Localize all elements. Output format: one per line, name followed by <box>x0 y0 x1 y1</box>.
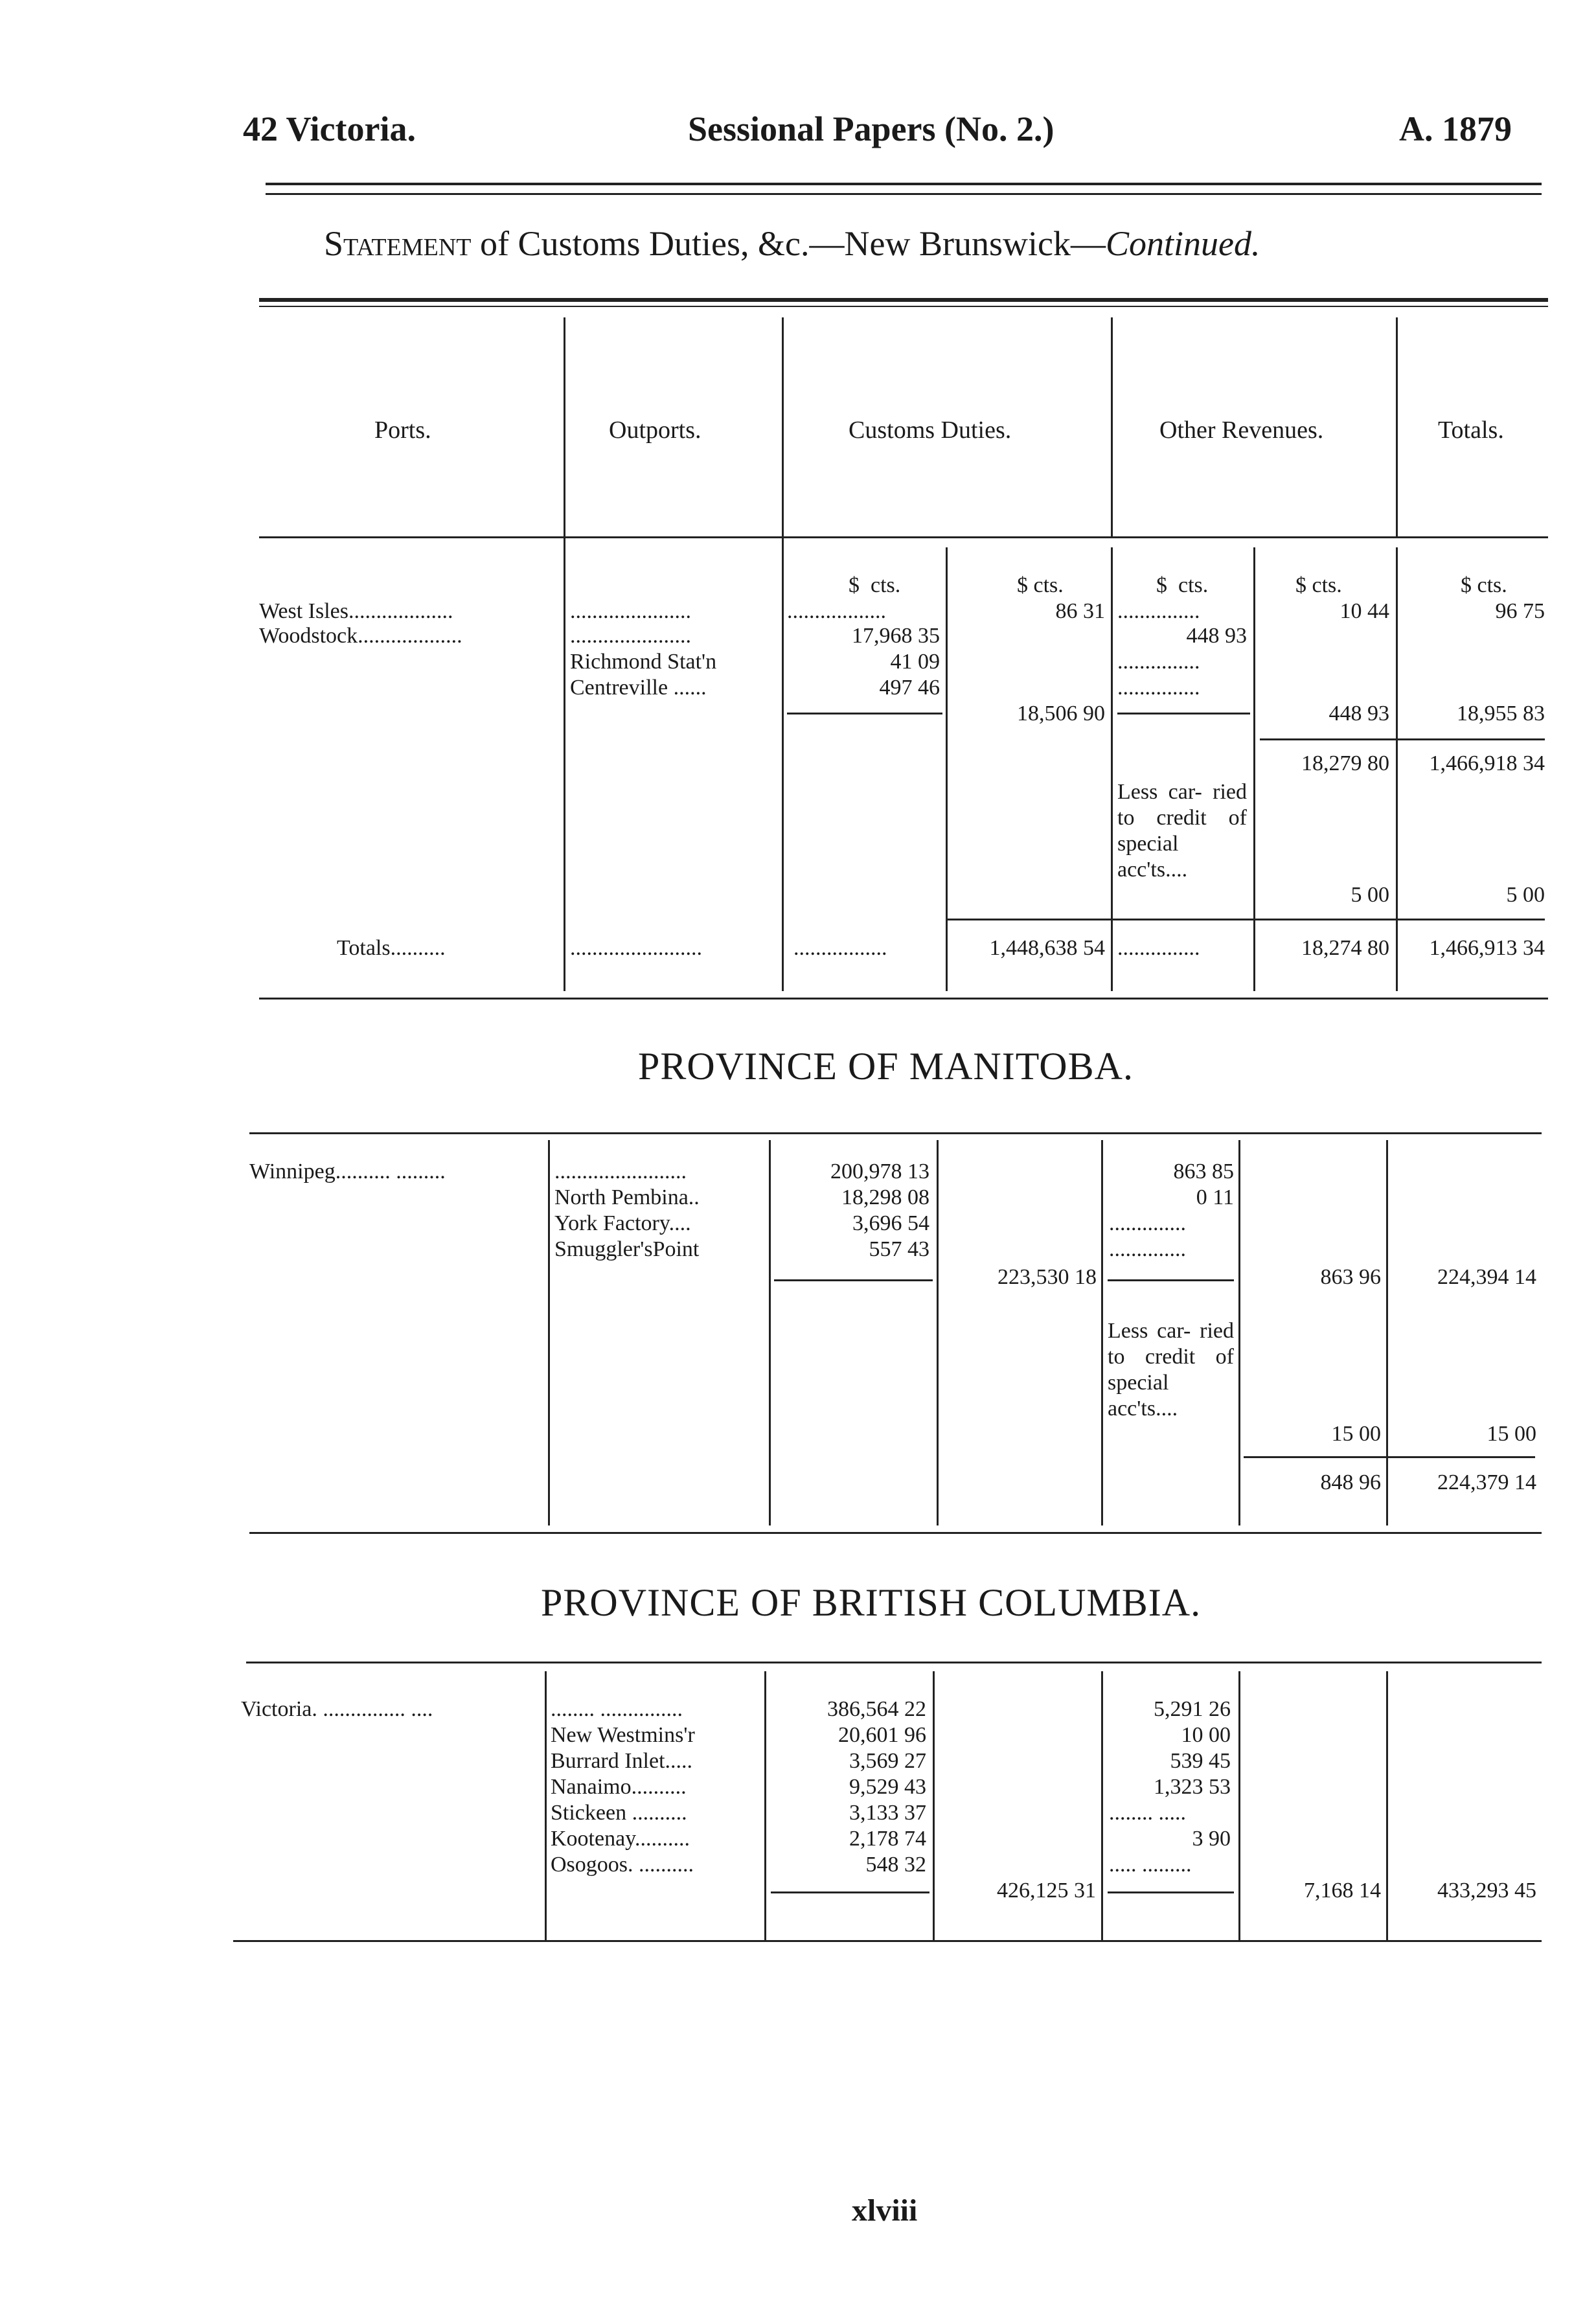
man-port: Winnipeg.......... ......... <box>249 1160 446 1183</box>
unit-cd: $ cts. <box>849 573 901 597</box>
bc-cd-subrule <box>771 1891 929 1893</box>
man-net-or: 848 96 <box>1320 1470 1381 1494</box>
header-center: Sessional Papers (No. 2.) <box>688 109 1054 148</box>
nb-sep-or <box>1253 547 1255 991</box>
man-duty-4: 557 43 <box>869 1237 929 1261</box>
bc-or-subrule <box>1108 1891 1234 1893</box>
bc-outport-6: Osogoos. .......... <box>551 1853 694 1877</box>
man-other-dots-2: .............. <box>1109 1237 1186 1261</box>
man-less-note: Less car- ried to credit of special acc'ts.... <box>1108 1319 1234 1421</box>
nb-sub-tot: 1,466,918 34 <box>1429 751 1545 775</box>
hdr-sep-4 <box>1396 317 1398 538</box>
nb-less-or: 5 00 <box>1351 883 1389 907</box>
man-net-tot: 224,379 14 <box>1437 1470 1536 1494</box>
nb-totals-rule <box>946 919 1545 920</box>
hdr-sep-2 <box>782 317 784 991</box>
man-less-or: 15 00 <box>1331 1422 1381 1446</box>
man-other-dots-1: .............. <box>1109 1211 1186 1235</box>
nb-tot-tot: 1,466,913 34 <box>1429 936 1545 960</box>
col-ports: Ports. <box>374 417 431 444</box>
man-duty-2: 18,298 08 <box>841 1185 929 1209</box>
bc-group-or: 7,168 14 <box>1304 1879 1381 1902</box>
nb-centreville-or-dots: ............... <box>1117 676 1200 700</box>
bc-group-tot: 433,293 45 <box>1437 1879 1536 1902</box>
nb-wi-tot: 96 75 <box>1495 599 1545 623</box>
nb-group-cd: 18,506 90 <box>1017 702 1105 726</box>
man-group-tot: 224,394 14 <box>1437 1265 1536 1289</box>
man-group-or: 863 96 <box>1320 1265 1381 1289</box>
hdr-sep-3 <box>1111 317 1113 538</box>
bc-port-outport-dots: ........ ............... <box>551 1697 683 1721</box>
man-other-1: 863 85 <box>1173 1160 1234 1183</box>
nb-sub-or: 18,279 80 <box>1301 751 1389 775</box>
title-lead: Statement <box>324 224 472 263</box>
unit-or: $ cts. <box>1156 573 1209 597</box>
man-port-outport-dots: ........................ <box>554 1160 687 1183</box>
man-group-cd: 223,530 18 <box>998 1265 1097 1289</box>
man-duty-1: 200,978 13 <box>830 1160 929 1183</box>
bc-duty-5: 3,133 37 <box>849 1801 926 1825</box>
bc-sep-3 <box>933 1671 935 1940</box>
nb-richmond-or-dots: ............... <box>1117 650 1200 674</box>
man-outport-3: Smuggler'sPoint <box>554 1237 700 1261</box>
header-rule-bottom <box>266 193 1542 195</box>
man-or-subrule <box>1108 1279 1234 1281</box>
col-outports: Outports. <box>609 417 701 444</box>
header-rule-top <box>266 183 1542 185</box>
nb-wi-ot: 10 44 <box>1340 599 1389 623</box>
nb-end-rule <box>259 998 1548 1000</box>
bc-duty-2: 20,601 96 <box>838 1723 926 1747</box>
nb-woodstock-or: 448 93 <box>1186 624 1247 648</box>
nb-woodstock: Woodstock................... <box>259 624 462 648</box>
bc-duty-1: 386,564 22 <box>827 1697 926 1721</box>
man-net-rule <box>1244 1456 1535 1458</box>
nb-less-tot: 5 00 <box>1506 883 1545 907</box>
nb-less-note: Less car- ried to credit of special acc'ts.... <box>1117 780 1247 882</box>
nb-group-or: 448 93 <box>1328 702 1389 726</box>
nb-centreville: Centreville ...... <box>570 676 707 700</box>
header-left: 42 Victoria. <box>243 109 416 148</box>
nb-or-subrule <box>1117 713 1250 714</box>
nb-totals-label: Totals.......... <box>337 936 446 960</box>
bc-group-cd: 426,125 31 <box>997 1879 1096 1902</box>
nb-sep-cd2 <box>1111 547 1113 991</box>
nb-west-isles: West Isles................... <box>259 599 453 623</box>
statement-title <box>324 223 1260 264</box>
bc-duty-7: 548 32 <box>865 1853 926 1877</box>
man-end-rule <box>249 1532 1542 1534</box>
bc-other-6: 3 90 <box>1192 1827 1231 1851</box>
nb-richmond: Richmond Stat'n <box>570 650 717 674</box>
man-outport-2: York Factory.... <box>554 1211 691 1235</box>
bc-other-4: 1,323 53 <box>1154 1775 1231 1799</box>
man-top-rule <box>249 1132 1542 1134</box>
nb-wi-cd-dots: .................. <box>787 599 886 623</box>
nb-richmond-cd: 41 09 <box>890 650 940 674</box>
nb-tot-cd: 1,448,638 54 <box>989 936 1105 960</box>
nb-sep-ot <box>1396 547 1398 991</box>
nb-totals-or-dots: ............... <box>1117 936 1200 960</box>
bc-other-3: 539 45 <box>1170 1749 1231 1773</box>
col-other: Other Revenues. <box>1159 417 1324 444</box>
bc-outport-1: New Westmins'r <box>551 1723 695 1747</box>
title-rest: of Customs Duties, &c.—New Brunswick— <box>471 224 1106 263</box>
man-outport-1: North Pembina.. <box>554 1185 700 1209</box>
unit-tot: $ cts. <box>1461 573 1507 597</box>
bc-sep-2 <box>764 1671 766 1940</box>
bc-heading: PROVINCE OF BRITISH COLUMBIA. <box>541 1581 1202 1624</box>
bc-sep-4 <box>1101 1671 1103 1940</box>
bc-sep-6 <box>1386 1671 1388 1940</box>
man-sep-6 <box>1386 1140 1388 1525</box>
bc-top-rule <box>246 1662 1542 1663</box>
nb-wi-outport-dots: ...................... <box>570 599 691 623</box>
col-totals: Totals. <box>1438 417 1504 444</box>
col-customs: Customs Duties. <box>849 417 1012 444</box>
hdr-sep-1 <box>564 317 565 991</box>
nb-sep-cd <box>946 547 948 991</box>
man-sep-5 <box>1238 1140 1240 1525</box>
nb-totals-cd-dots: ................. <box>793 936 887 960</box>
nb-cd-subrule <box>787 713 942 714</box>
bc-outport-3: Nanaimo.......... <box>551 1775 687 1799</box>
man-less-tot: 15 00 <box>1487 1422 1536 1446</box>
header-right: A. 1879 <box>1399 109 1512 148</box>
manitoba-heading: PROVINCE OF MANITOBA. <box>638 1045 1134 1088</box>
bc-outport-2: Burrard Inlet..... <box>551 1749 693 1773</box>
nb-centreville-cd: 497 46 <box>879 676 940 700</box>
table-top-rule-2 <box>259 306 1548 307</box>
bc-other-1: 5,291 26 <box>1154 1697 1231 1721</box>
table-top-rule <box>259 298 1548 302</box>
nb-group-rule <box>1260 738 1545 740</box>
page-folio: xlviii <box>852 2193 918 2228</box>
man-sep-3 <box>937 1140 939 1525</box>
bc-sep-1 <box>545 1671 547 1940</box>
nb-tot-or: 18,274 80 <box>1301 936 1389 960</box>
man-sep-1 <box>548 1140 550 1525</box>
nb-group-tot: 18,955 83 <box>1457 702 1545 726</box>
bc-outport-5: Kootenay.......... <box>551 1827 690 1851</box>
bc-sep-5 <box>1238 1671 1240 1940</box>
hdr-bottom-rule <box>259 536 1548 538</box>
bc-other-dots-5: ........ ..... <box>1109 1801 1186 1825</box>
man-cd-subrule <box>774 1279 933 1281</box>
nb-totals-outport-dots: ........................ <box>570 936 702 960</box>
unit-cd2: $ cts. <box>1017 573 1064 597</box>
man-duty-3: 3,696 54 <box>852 1211 929 1235</box>
bc-other-2: 10 00 <box>1181 1723 1231 1747</box>
bc-duty-3: 3,569 27 <box>849 1749 926 1773</box>
nb-wi-cd: 86 31 <box>1055 599 1105 623</box>
bc-end-rule <box>233 1940 1542 1942</box>
bc-port: Victoria. ............... .... <box>241 1697 433 1721</box>
nb-woodstock-outport-dots: ...................... <box>570 624 691 648</box>
bc-outport-4: Stickeen .......... <box>551 1801 687 1825</box>
man-sep-2 <box>769 1140 771 1525</box>
man-sep-4 <box>1101 1140 1103 1525</box>
bc-duty-6: 2,178 74 <box>849 1827 926 1851</box>
unit-ot: $ cts. <box>1295 573 1342 597</box>
nb-wi-or-dots: ............... <box>1117 599 1200 623</box>
nb-woodstock-cd: 17,968 35 <box>852 624 940 648</box>
bc-duty-4: 9,529 43 <box>849 1775 926 1799</box>
title-italic: Continued. <box>1105 224 1260 263</box>
bc-other-dots-7: ..... ......... <box>1109 1853 1192 1877</box>
man-other-2: 0 11 <box>1196 1185 1234 1209</box>
